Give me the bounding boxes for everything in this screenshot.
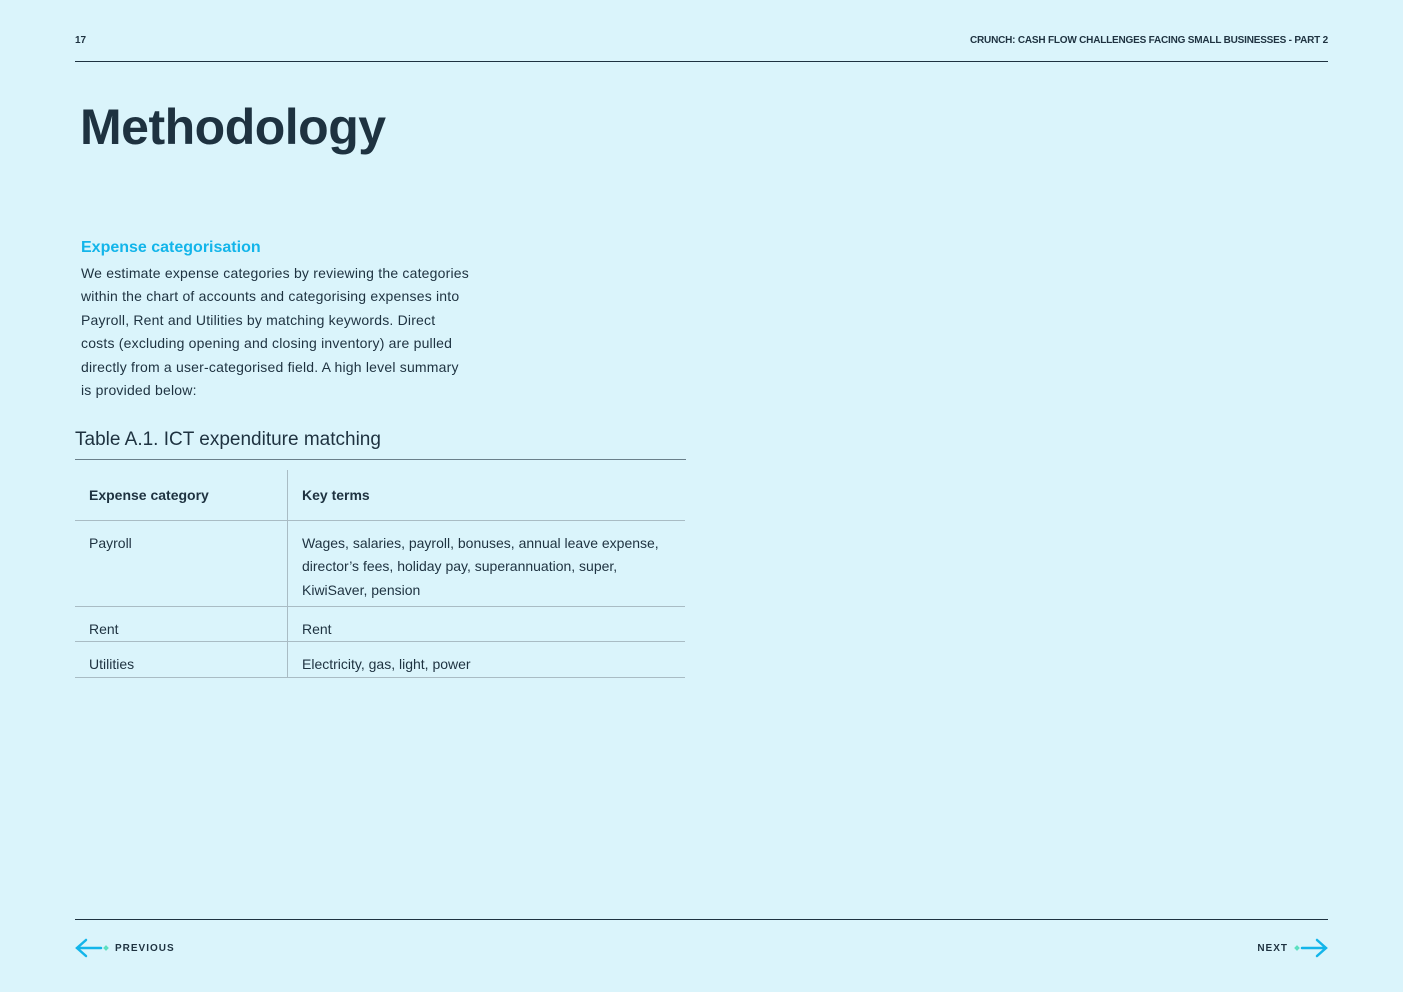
arrow-right-icon: [1294, 938, 1328, 958]
section-heading: Expense categorisation: [81, 239, 261, 256]
table-row: [75, 642, 685, 677]
table-row: [75, 521, 685, 607]
table-cell: Payroll: [75, 521, 288, 607]
next-button[interactable]: [1257, 938, 1328, 958]
section-body: We estimate expense categories by reviewing the categories within the chart of accounts and categorising expenses into Payroll, Rent and Utilities by matching keywords. Direct costs (excluding opening and closing inventory) are pulled directly from a user-categorised field. A high level summary is provided below:: [81, 265, 469, 399]
column-header: Expense category: [75, 470, 288, 521]
table-cell: Rent: [75, 607, 288, 642]
next-label: NEXT: [1257, 942, 1288, 954]
table-cell: Electricity, gas, light, power: [288, 642, 686, 677]
caption-divider: [75, 459, 686, 460]
page-number: 17: [75, 35, 87, 46]
expense-table: [75, 470, 685, 678]
table-header-row: [75, 470, 685, 521]
arrow-left-icon: [75, 938, 109, 958]
table-cell: Wages, salaries, payroll, bonuses, annual leave expense, director’s fees, holiday pay, superannuation, super, KiwiSaver, pension: [288, 521, 686, 607]
table-cell: Rent: [288, 607, 686, 642]
header-divider: [75, 61, 1328, 62]
column-header: Key terms: [288, 470, 686, 521]
running-title: CRUNCH: CASH FLOW CHALLENGES FACING SMALL BUSINESSES - PART 2: [970, 35, 1328, 46]
previous-button[interactable]: [75, 938, 175, 958]
page-title: Methodology: [80, 99, 386, 155]
table-cell: Utilities: [75, 642, 288, 677]
table-caption: Table A.1. ICT expenditure matching: [75, 429, 381, 450]
table-row: [75, 607, 685, 642]
footer-divider: [75, 919, 1328, 920]
previous-label: PREVIOUS: [115, 942, 175, 954]
